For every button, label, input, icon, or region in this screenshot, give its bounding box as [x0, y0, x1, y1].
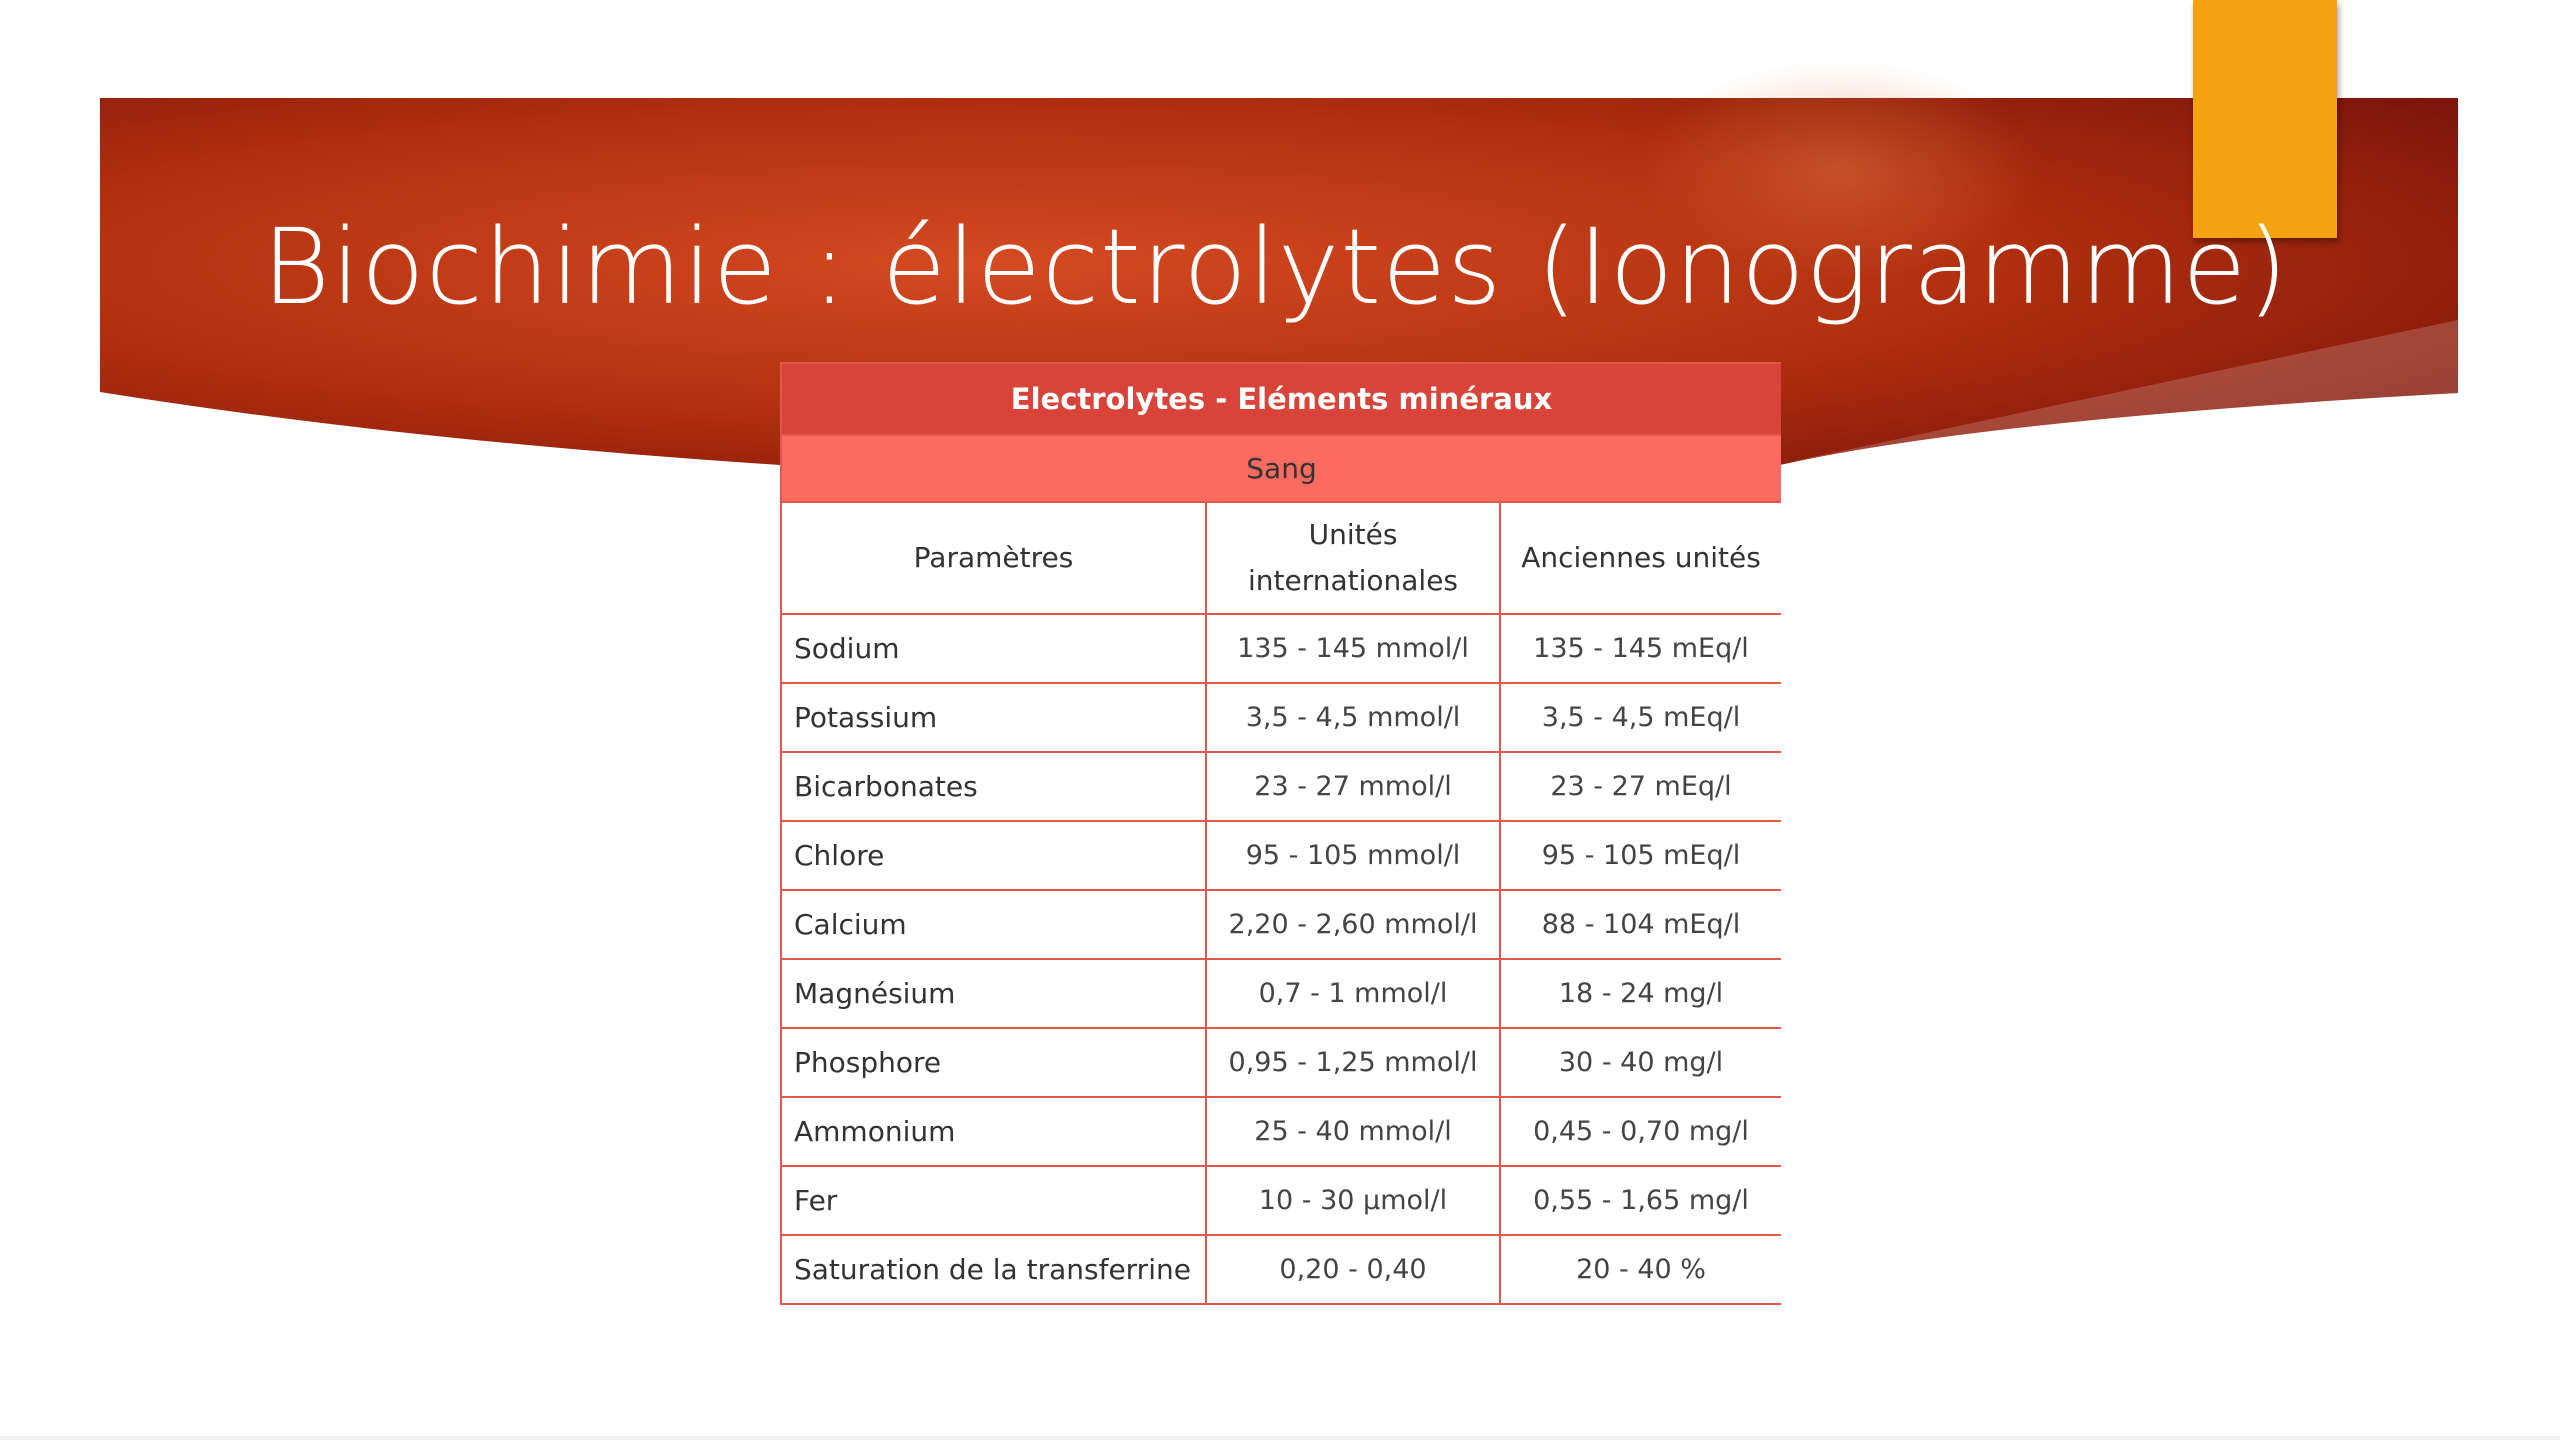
- si-unit-cell: 0,95 - 1,25 mmol/l: [1206, 1028, 1500, 1097]
- param-cell: Ammonium: [781, 1097, 1206, 1166]
- column-header-row: [781, 502, 1781, 614]
- slide-bottom-edge: [0, 1436, 2560, 1440]
- param-cell: Fer: [781, 1166, 1206, 1235]
- param-cell: Phosphore: [781, 1028, 1206, 1097]
- old-unit-cell: 18 - 24 mg/l: [1500, 959, 1781, 1028]
- si-unit-cell: 2,20 - 2,60 mmol/l: [1206, 890, 1500, 959]
- si-unit-cell: 25 - 40 mmol/l: [1206, 1097, 1500, 1166]
- param-cell: Magnésium: [781, 959, 1206, 1028]
- table-title-row: [781, 363, 1781, 435]
- old-unit-cell: 135 - 145 mEq/l: [1500, 614, 1781, 683]
- si-unit-cell: 135 - 145 mmol/l: [1206, 614, 1500, 683]
- slide-title: Biochimie : électrolytes (Ionogramme): [262, 206, 2289, 328]
- old-unit-cell: 0,45 - 0,70 mg/l: [1500, 1097, 1781, 1166]
- param-cell: Saturation de la transferrine: [781, 1235, 1206, 1304]
- column-header-parametres: Paramètres: [781, 502, 1206, 614]
- si-unit-cell: 3,5 - 4,5 mmol/l: [1206, 683, 1500, 752]
- si-unit-cell: 23 - 27 mmol/l: [1206, 752, 1500, 821]
- table-row: [781, 821, 1781, 890]
- table-row: [781, 752, 1781, 821]
- old-unit-cell: 30 - 40 mg/l: [1500, 1028, 1781, 1097]
- si-unit-cell: 0,7 - 1 mmol/l: [1206, 959, 1500, 1028]
- table-row: [781, 683, 1781, 752]
- old-unit-cell: 20 - 40 %: [1500, 1235, 1781, 1304]
- old-unit-cell: 0,55 - 1,65 mg/l: [1500, 1166, 1781, 1235]
- table-row: [781, 1028, 1781, 1097]
- table-row: [781, 890, 1781, 959]
- si-unit-cell: 95 - 105 mmol/l: [1206, 821, 1500, 890]
- old-unit-cell: 95 - 105 mEq/l: [1500, 821, 1781, 890]
- table-subtitle-row: [781, 435, 1781, 502]
- si-unit-cell: 0,20 - 0,40: [1206, 1235, 1500, 1304]
- table-row: [781, 614, 1781, 683]
- table-row: [781, 1097, 1781, 1166]
- table-row: [781, 1235, 1781, 1304]
- column-header-anciennes-unites: Anciennes unités: [1500, 502, 1781, 614]
- param-cell: Sodium: [781, 614, 1206, 683]
- old-unit-cell: 3,5 - 4,5 mEq/l: [1500, 683, 1781, 752]
- electrolytes-table: [780, 362, 1781, 1305]
- electrolytes-table-container: [780, 362, 1781, 1305]
- param-cell: Chlore: [781, 821, 1206, 890]
- param-cell: Calcium: [781, 890, 1206, 959]
- old-unit-cell: 23 - 27 mEq/l: [1500, 752, 1781, 821]
- param-cell: Potassium: [781, 683, 1206, 752]
- table-subtitle: Sang: [781, 435, 1781, 502]
- param-cell: Bicarbonates: [781, 752, 1206, 821]
- table-row: [781, 959, 1781, 1028]
- old-unit-cell: 88 - 104 mEq/l: [1500, 890, 1781, 959]
- table-title: Electrolytes - Eléments minéraux: [781, 363, 1781, 435]
- si-unit-cell: 10 - 30 µmol/l: [1206, 1166, 1500, 1235]
- accent-tab: [2193, 0, 2337, 238]
- column-header-unites-internationales: Unités internationales: [1206, 502, 1500, 614]
- table-row: [781, 1166, 1781, 1235]
